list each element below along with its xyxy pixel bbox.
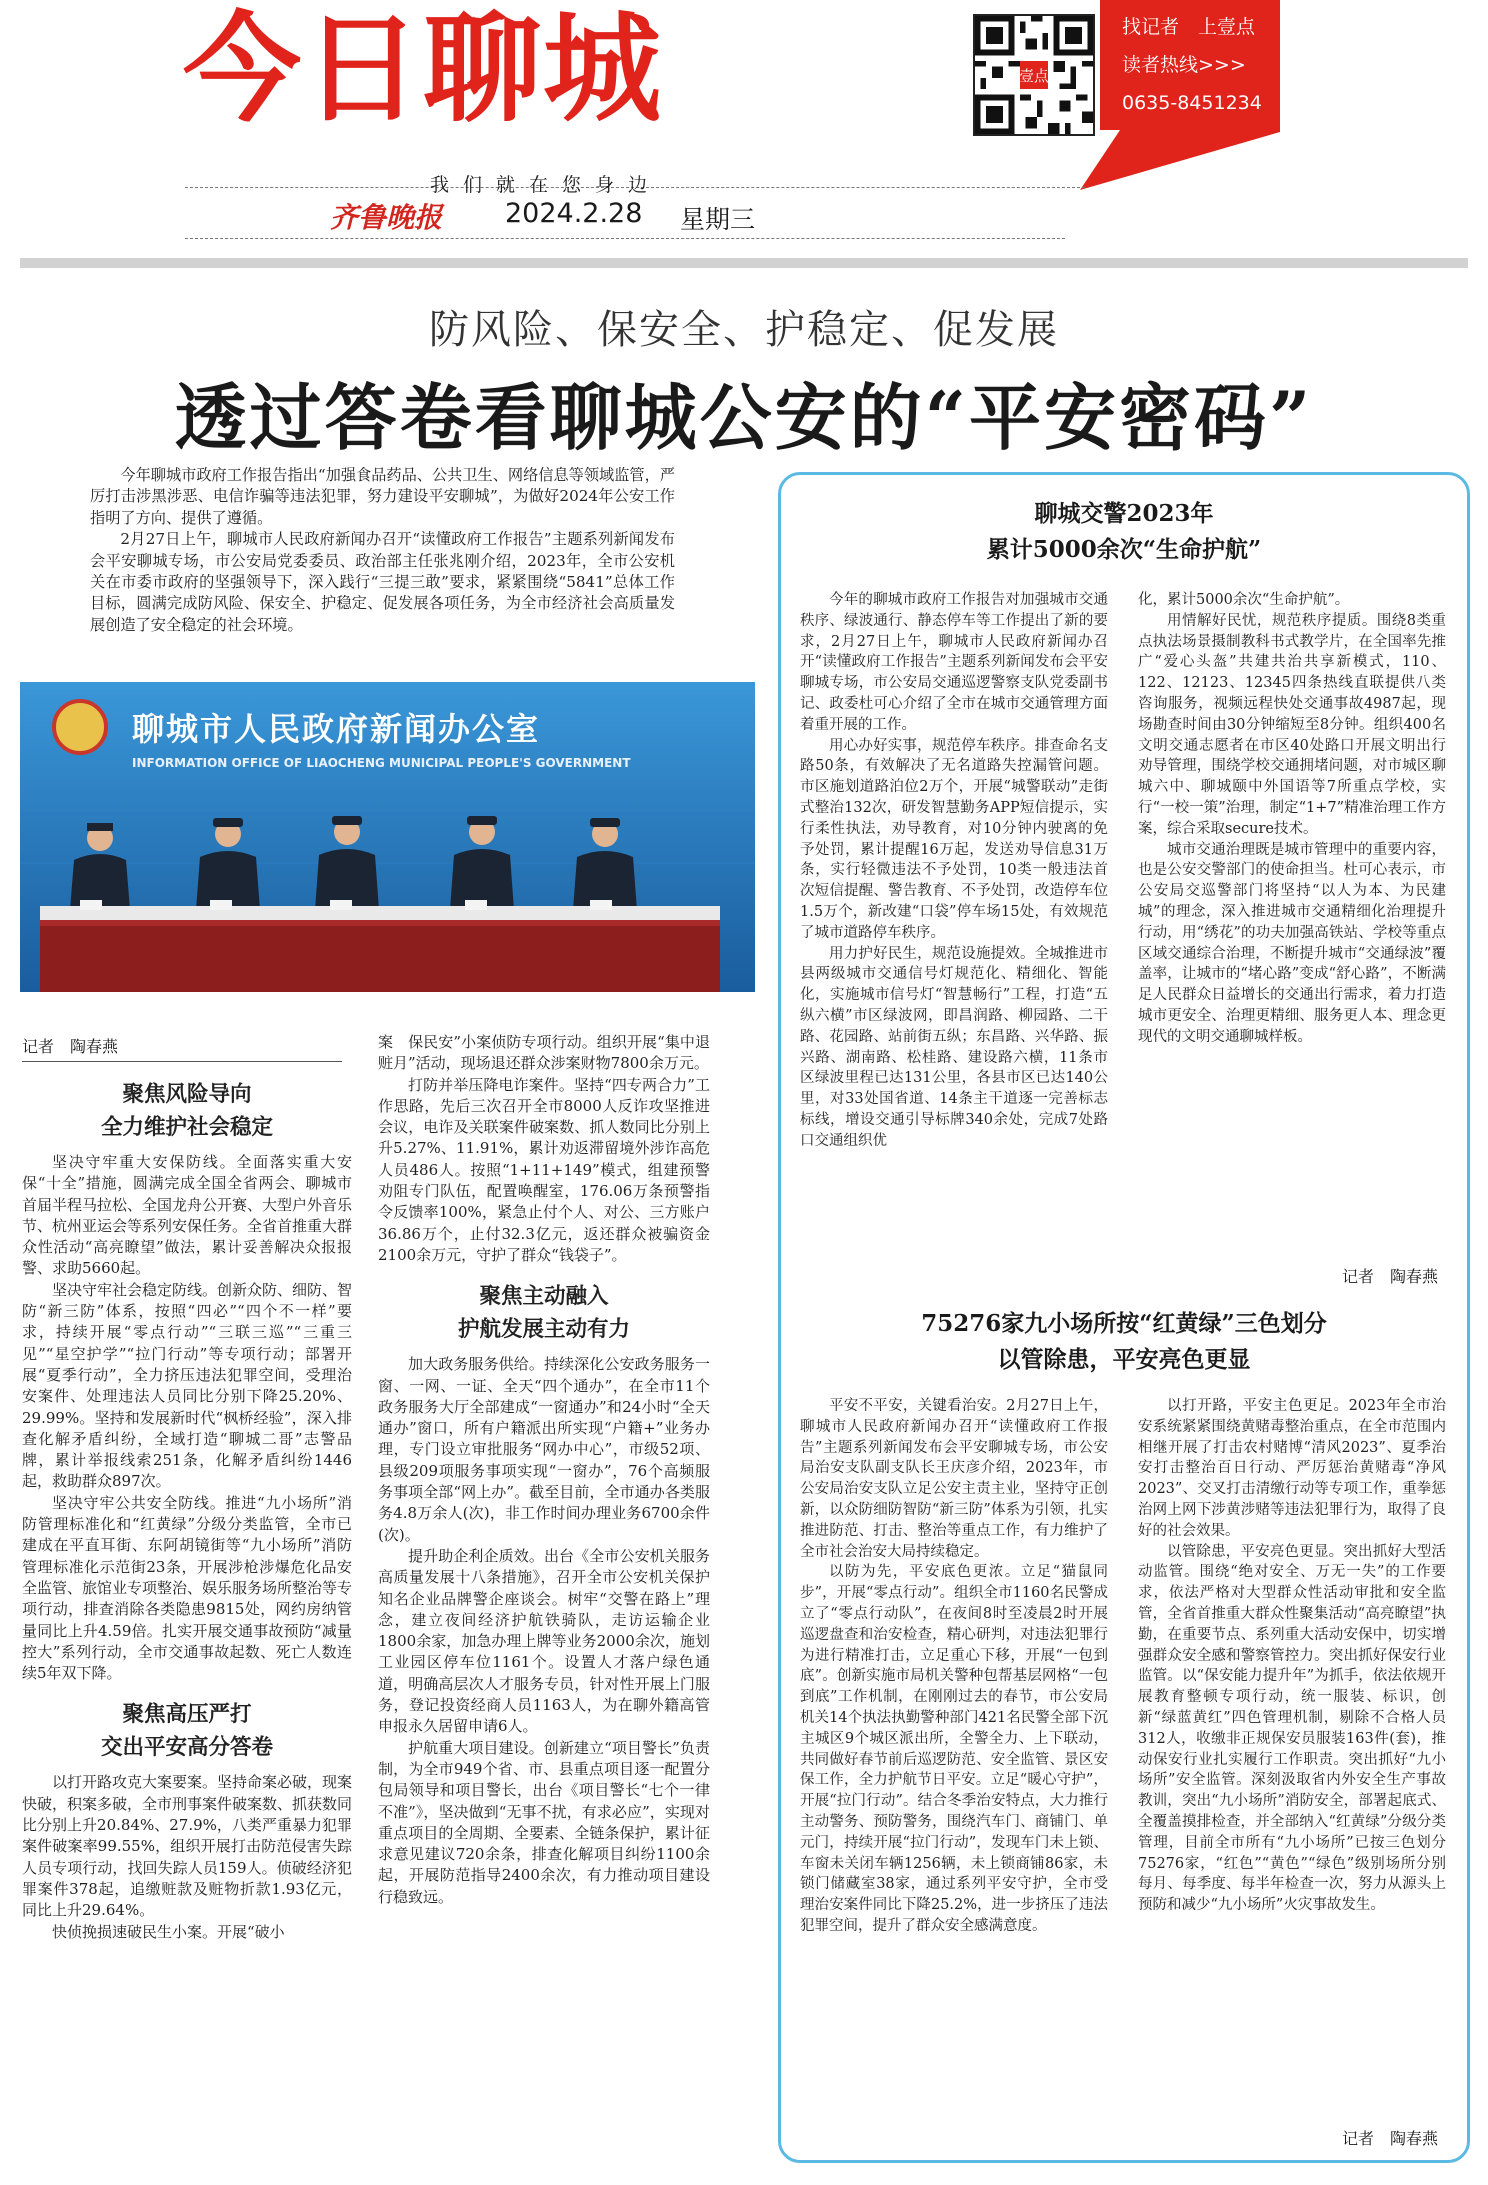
body-paragraph: 化，累计5000余次“生命护航”。 xyxy=(1138,592,1350,608)
story1-byline: 记者 陶春燕 xyxy=(1341,1267,1438,1286)
story1-right-column xyxy=(1138,590,1446,1260)
article-headline: 透过答卷看聊城公安的“平安密码” xyxy=(174,375,1314,460)
body-paragraph: 坚决守牢社会稳定防线。创新众防、细防、智防“新三防”体系，按照“四必”“四个不一样”要求，持续开展“零点行动”“三联三巡”“三重三见”“星空护学”“拉门行动”等专项行动；部署开展“夏季行动”，全力挤压违法犯罪空间，受理治安案件、处理违法人员同比分别下降25.20%、29.99%。坚持和发展新时代“枫桥经验”，深入排查化解矛盾纠纷，全域打造“聊城二哥”志警品牌，累计举报线索251条，化解矛盾纠纷1446起，救助群众897次。 xyxy=(22,1280,352,1491)
masthead-slogan: 我们就在您身边 xyxy=(430,174,662,196)
lead-paragraph: 2月27日上午，聊城市人民政府新闻办召开“读懂政府工作报告”主题系列新闻发布会平安聊城专场，市公安局党委委员、政治部主任张兆刚介绍，2023年，全市公安机关在市委市政府的坚强领导下，深入践行“三提三敢”要求，紧紧围绕“5841”总体工作目标，圆满完成防风险、保安全、护稳定、促发展各项任务，为全市经济社会高质量发展创造了安全稳定的社会环境。 xyxy=(90,530,675,634)
body-paragraph: 以管除患，平安亮色更显。突出抓好大型活动监管。围绕“绝对安全、万无一失”的工作要求，依法严格对大型群众性活动审批和安全监管，全省首推重大群众性聚集活动“高亮瞭望”执勤，在重要节点、系列重大活动安保中，切实增强群众安全感和警察管控力。突出抓好保安行业监管。以“保安能力提升年”为抓手，依法依规开展教育整顿专项行动，统一服装、标识，创新“绿蓝黄红”四色管理机制，剔除不合格人员312人，收缴非正规保安员服装163件(套)，推动保安行业扎实履行工作职责。突出抓好“九小场所”安全监管。深刻汲取省内外安全生产事故教训，突出“九小场所”消防安全，部署起底式、全覆盖摸排检查，并全部纳入“红黄绿”分级分类管理，目前全市所有“九小场所”已按三色划分75276家，“红色”“黄色”“绿色”级别场所分别每月、每季度、每半年检查一次，努力从源头上预防和减少“九小场所”火灾事故发生。 xyxy=(1138,1543,1446,1914)
story1-left-column xyxy=(800,590,1108,1290)
story2-title-line2: 以管除患，平安亮色更显 xyxy=(997,1346,1251,1373)
hotline-line1: 找记者 上壹点 xyxy=(1122,16,1256,38)
masthead-rule-bottom xyxy=(185,238,1065,239)
section-heading: 聚焦主动融入 xyxy=(479,1284,609,1310)
article-lead xyxy=(90,465,675,636)
section-subheading: 护航发展主动有力 xyxy=(457,1317,630,1343)
section-heading: 聚焦高压严打 xyxy=(122,1702,252,1728)
qr-label: 壹点 xyxy=(1019,68,1049,86)
article-kicker: 防风险、保安全、护稳定、促发展 xyxy=(429,307,1059,353)
body-paragraph: 用情解好民忧，规范秩序提质。围绕8类重点执法场景摄制教科书式教学片，在全国率先推广“爱心头盔”共建共治共享新模式，110、122、12123、12345四条热线直联提供八类咨询服务，视频远程快处交通事故4987起，现场勘查时间由30分钟缩短至8分钟。组织400名文明交通志愿者在市区40处路口开展文明出行劝导管理，围绕学校交通拥堵问题，对市城区聊城六中、聊城颐中外国语等7所重点学校，实行“一校一策”治理，制定“1+7”精准治理工作方案，综合采取secure技术。 xyxy=(1138,612,1446,837)
column-1 xyxy=(22,1078,352,2168)
body-paragraph: 平安不平安，关键看治安。2月27日上午，聊城市人民政府新闻办召开“读懂政府工作报告”主题系列新闻发布会平安聊城专场，市公安局治安支队副支队长王庆彦介绍，2023年，市公安局治安支队立足公安主责主业，坚持守正创新，以众防细防智防“新三防”体系为引领，扎实推进防范、打击、整治等重点工作，有力维护了全市社会治安大局持续稳定。 xyxy=(800,1398,1108,1560)
story2-byline: 记者 陶春燕 xyxy=(1341,2129,1438,2148)
section-subheading: 全力维护社会稳定 xyxy=(100,1115,273,1140)
photo-backdrop-subtitle: INFORMATION OFFICE OF LIAOCHENG MUNICIPAL PEOPLE'S GOVERNMENT xyxy=(132,756,631,770)
section-bar xyxy=(20,258,1468,268)
body-paragraph: 用心办好实事，规范停车秩序。排查命名支路50条，有效解决了无名道路失控漏管问题。市区施划道路泊位2万个，开展“城警联动”走街式整治132次，研发智慧勤务APP短信提示，实行柔性执法，劝导教育，对10分钟内驶离的免予处罚，累计提醒16万起，发送劝导信息31万条，实行轻微违法不予处罚，10类一般违法首次短信提醒、警告教育、不予处罚，改造停车位1.5万个，新改建“口袋”停车场15处，有效规范了城市道路停车秩序。 xyxy=(800,737,1108,941)
body-paragraph: 打防并举压降电诈案件。坚持“四专两合力”工作思路，先后三次召开全市8000人反诈攻坚推进会议，电诈及关联案件破案数、抓人数同比分别上升5.27%、11.91%，累计劝返滞留境外涉诈高危人员486人。按照“1+11+149”模式，组建预警劝阻专门队伍，配置唤醒室，176.06万条预警指令反馈率100%，紧急止付个人、对公、三方账户36.86万个，止付32.3亿元，返还群众被骗资金2100余万元，守护了群众“钱袋子”。 xyxy=(378,1075,710,1264)
section-heading: 聚焦风险导向 xyxy=(122,1082,252,1107)
article-byline: 记者 陶春燕 xyxy=(22,1034,342,1062)
body-paragraph: 加大政务服务供给。持续深化公安政务服务一窗、一网、一证、全天“四个通办”，在全市11个政务服务大厅全部建成“一窗通办”和24小时“全天通办”窗口，所有户籍派出所实现“户籍+”业务办理，专门设立审批服务“网办中心”，市级52项、县级209项服务事项实现“一窗办”，76个高频服务事项全部“网上办”。截至目前，全市通办各类服务4.8万余人(次)，非工作时间办理业务6700余件(次)。 xyxy=(378,1355,710,1544)
body-paragraph: 用力护好民生，规范设施提效。全城推进市县两级城市交通信号灯规范化、精细化、智能化，实施城市信号灯“智慧畅行”工程，打造“五纵六横”市区绿波网，即昌润路、柳园路、二干路、花园路、站前街五纵；东昌路、兴华路、振兴路、湖南路、松桂路、建设路六横，11条市区绿波里程已达131公里，各县市区已达140公里，对33处国省道、14条主干道逐一完善标志标线，增设交通引导标牌340余处，完成7处路口交通组织优 xyxy=(800,945,1108,1149)
column-2 xyxy=(378,1032,710,2170)
body-paragraph: 坚决守牢公共安全防线。推进“九小场所”消防管理标准化和“红黄绿”分级分类监管，全市已建成在平直耳街、东阿胡镜街等“九小场所”消防管理标准化示范街23条，开展涉枪涉爆危化品安全监管、旅馆业专项整治、娱乐服务场所整治等专项行动，排查消除各类隐患9815处，网约房纳管量同比上升4.59倍。扎实开展交通事故预防“减量控大”系列行动，全市交通事故起数、死亡人数连续5年双下降。 xyxy=(22,1493,352,1683)
paper-logo: 齐鲁晚报 xyxy=(330,201,443,234)
story2-right-column xyxy=(1138,1396,1446,2116)
section-subheading: 交出平安高分答卷 xyxy=(100,1735,273,1761)
hotline-phone[interactable]: 0635-8451234 xyxy=(1122,92,1262,114)
hotline-line2: 读者热线>>> xyxy=(1122,54,1246,76)
issue-date: 2024.2.28 xyxy=(505,198,643,229)
qr-code-icon[interactable] xyxy=(973,14,1095,136)
story1-header xyxy=(790,496,1458,568)
body-paragraph: 以防为先，平安底色更浓。立足“猫鼠同步”，开展“零点行动”。组织全市1160名民警成立了“零点行动队”，在夜间8时至凌晨2时开展巡逻盘查和治安检查，精心研判，对违法犯罪行为进行精准打击，立足重心下移，开展“一包到底”。创新实施市局机关警种包帮基层网格“一包到底”工作机制，在刚刚过去的春节，市公安局机关14个执法执勤警种部门421名民警全部下沉主城区9个城区派出所，全警全力、上下联动，共同做好春节前后巡逻防范、安全监管、景区安保工作，全力护航节日平安。立足“暖心守护”，开展“拉门行动”。结合冬季治安特点，大力推行主动警务、预防警务，围绕汽车门、商铺门、单元门，持续开展“拉门行动”，发现车门未上锁、车窗未关闭车辆1256辆，未上锁商铺86家，未锁门储藏室38家，通过系列平安守护，全市受理治安案件同比下降25.2%，进一步挤压了违法犯罪空间，提升了群众安全感满意度。 xyxy=(800,1564,1108,1934)
body-paragraph: 城市交通治理既是城市管理中的重要内容，也是公安交警部门的使命担当。杜可心表示，市公安局交巡警部门将坚持“以人为本、为民建城”的理念，深入推进城市交通精细化治理提升行动，用“绣花”的功夫加强高铁站、学校等重点区域交通综合治理，不断提升城市“交通绿波”覆盖率，让城市的“堵心路”变成“舒心路”，不断满足人民群众日益增长的交通出行需求，着力打造城市更安全、治理更精细、服务更人本、理念更现代的文明交通聊城样板。 xyxy=(1138,841,1446,1045)
body-paragraph: 护航重大项目建设。创新建立“项目警长”负责制，为全市949个省、市、县重点项目逐一配置分包局领导和项目警长，出台《项目警长“七个一律不准”》，坚决做到“无事不扰，有求必应”，实现对重点项目的全周期、全要素、全链条保护，累计征求意见建议720余条，排查化解项目纠纷1100余起，开展防范指导2400余次，有力推动项目建设行稳致远。 xyxy=(378,1738,710,1906)
issue-weekday: 星期三 xyxy=(680,205,756,234)
body-paragraph: 案 保民安”小案侦防专项行动。组织开展“集中退赃月”活动，现场退还群众涉案财物7800余万元。 xyxy=(378,1033,710,1073)
emblem-icon xyxy=(54,701,106,753)
story2-left-column xyxy=(800,1396,1108,2152)
body-paragraph: 提升助企利企质效。出台《全市公安机关服务高质量发展十八条措施》，召开全市公安机关保护知名企业品牌警企座谈会。树牢“交警在路上”理念，建立夜间经济护航铁骑队，走访运输企业1800余家，加急办理上牌等业务2000余次，施划工业园区停车位1161个。设置人才落户绿色通道，明确高层次人才服务专员，针对性开展上门服务，登记投资经商人员1163人，为在聊外籍高管申报永久居留申请6人。 xyxy=(378,1546,710,1736)
story2-header xyxy=(790,1306,1458,1378)
body-paragraph: 快侦挽损速破民生小案。开展“破小 xyxy=(52,1922,285,1941)
hotline-box xyxy=(1122,8,1302,122)
photo-backdrop-title: 聊城市人民政府新闻办公室 xyxy=(132,710,541,748)
press-conference-photo xyxy=(20,682,755,992)
body-paragraph: 今年的聊城市政府工作报告对加强城市交通秩序、绿波通行、静态停车等工作提出了新的要求，2月27日上午，聊城市人民政府新闻办召开“读懂政府工作报告”主题系列新闻发布会平安聊城专场，市公安局交通巡逻警察支队党委副书记、政委杜可心介绍了全市在城市交通管理方面着重开展的工作。 xyxy=(800,592,1108,733)
story2-title-line1: 75276家九小场所按“红黄绿”三色划分 xyxy=(921,1310,1327,1337)
story1-title-line2: 累计5000余次“生命护航” xyxy=(986,536,1262,563)
masthead-title: 今日聊城 xyxy=(183,0,664,138)
body-paragraph: 以打开路，平安主色更足。2023年全市治安系统紧紧围绕黄赌毒整治重点，在全市范围内相继开展了打击农村赌博“清风2023”、夏季治安打击整治百日行动、严厉惩治黄赌毒“净风2023”、交叉打击清缴行动等专项工作，重拳惩治网上网下涉黄涉赌等违法犯罪行为，取得了良好的社会效果。 xyxy=(1138,1398,1446,1539)
lead-paragraph: 今年聊城市政府工作报告指出“加强食品药品、公共卫生、网络信息等领域监管，严厉打击涉黑涉恶、电信诈骗等违法犯罪，努力建设平安聊城”，为做好2024年公安工作指明了方向、提供了遵循。 xyxy=(90,466,675,527)
body-paragraph: 以打开路攻克大案要案。坚持命案必破，现案快破，积案多破，全市刑事案件破案数、抓获数同比分别上升20.84%、27.9%，八类严重暴力犯罪案件破案率99.55%，组织开展打击防范侵害失踪人员专项行动，找回失踪人员159人。侦破经济犯罪案件378起，追缴赃款及赃物折款1.93亿元，同比上升29.64%。 xyxy=(22,1773,352,1920)
story1-title-line1: 聊城交警2023年 xyxy=(1034,500,1214,527)
body-paragraph: 坚决守牢重大安保防线。全面落实重大安保“十全”措施，圆满完成全国全省两会、聊城市首届半程马拉松、全国龙舟公开赛、大型户外音乐节、杭州亚运会等系列安保任务。全省首推重大群众性活动“高亮瞭望”做法，累计妥善解决众报报警、求助5660起。 xyxy=(22,1153,352,1278)
